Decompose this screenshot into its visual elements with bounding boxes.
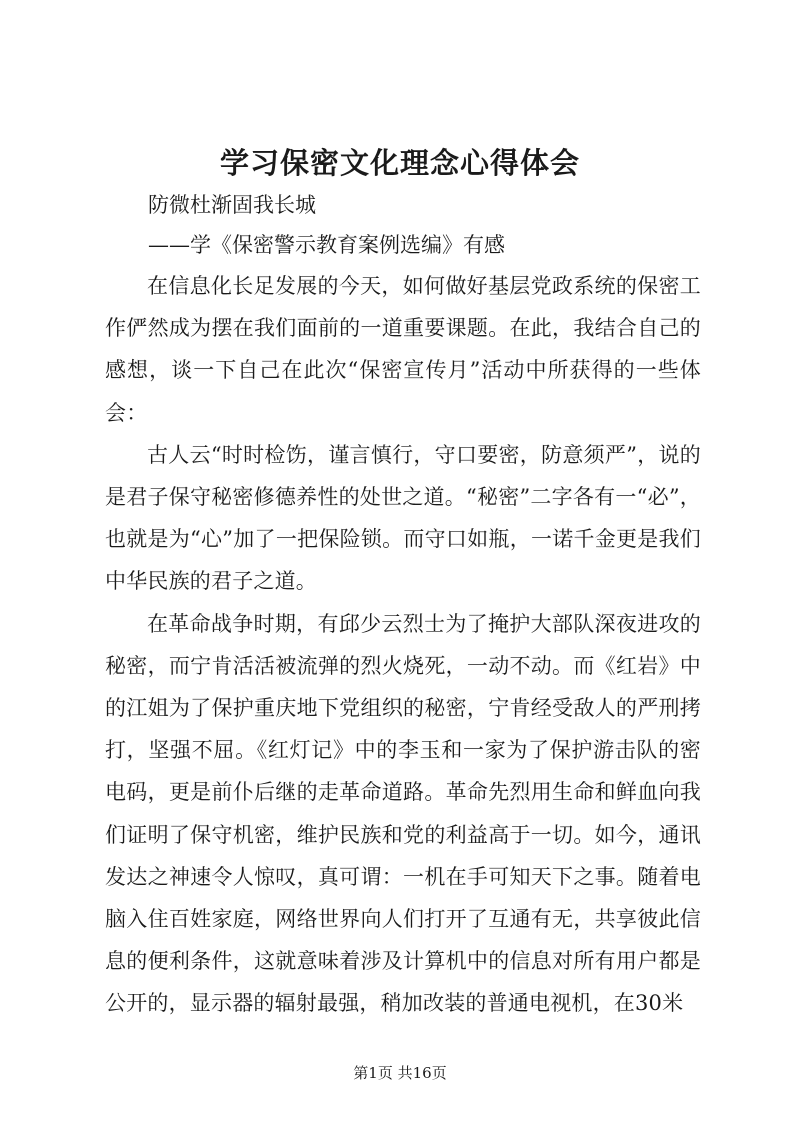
subtitle-line-2: ——学《保密警示教育案例选编》有感 (148, 233, 505, 257)
paragraph-2: 古人云“时时检饬，谨言慎行，守口要密，防意须严”，说的是君子保守秘密修德养性的处世之道。“秘密”二字各有一“必”，也就是为“心”加了一把保险锁。而守口如瓶，一诺千金更是我们中华民族的君子之道。 (105, 442, 701, 594)
subtitle-line-1: 防微杜渐固我长城 (148, 193, 316, 217)
document-title: 学习保密文化理念心得体会 (219, 146, 580, 180)
document-body (105, 265, 701, 1025)
paragraph-1: 在信息化长足发展的今天，如何做好基层党政系统的保密工作俨然成为摆在我们面前的一道重要课题。在此，我结合自己的感想，谈一下自己在此次“保密宣传月”活动中所获得的一些体会： (105, 274, 701, 425)
paragraph-3: 在革命战争时期，有邱少云烈士为了掩护大部队深夜进攻的秘密，而宁肯活活被流弹的烈火烧死，一动不动。而《红岩》中的江姐为了保护重庆地下党组织的秘密，宁肯经受敌人的严刑拷打，坚强不屈。《红灯记》中的李玉和一家为了保护游击队的密电码，更是前仆后继的走革命道路。革命先烈用生命和鲜血向我们证明了保守机密，维护民族和党的利益高于一切。如今，通讯发达之神速令人惊叹，真可谓：一机在手可知天下之事。随着电脑入住百姓家庭，网络世界向人们打开了互通有无，共享彼此信息的便利条件，这就意味着涉及计算机中的信息对所有用户都是公开的，显示器的辐射最强，稍加改装的普通电视机，在30米 (105, 611, 701, 1016)
page-number-footer: 第1页 共16页 (353, 1064, 447, 1082)
